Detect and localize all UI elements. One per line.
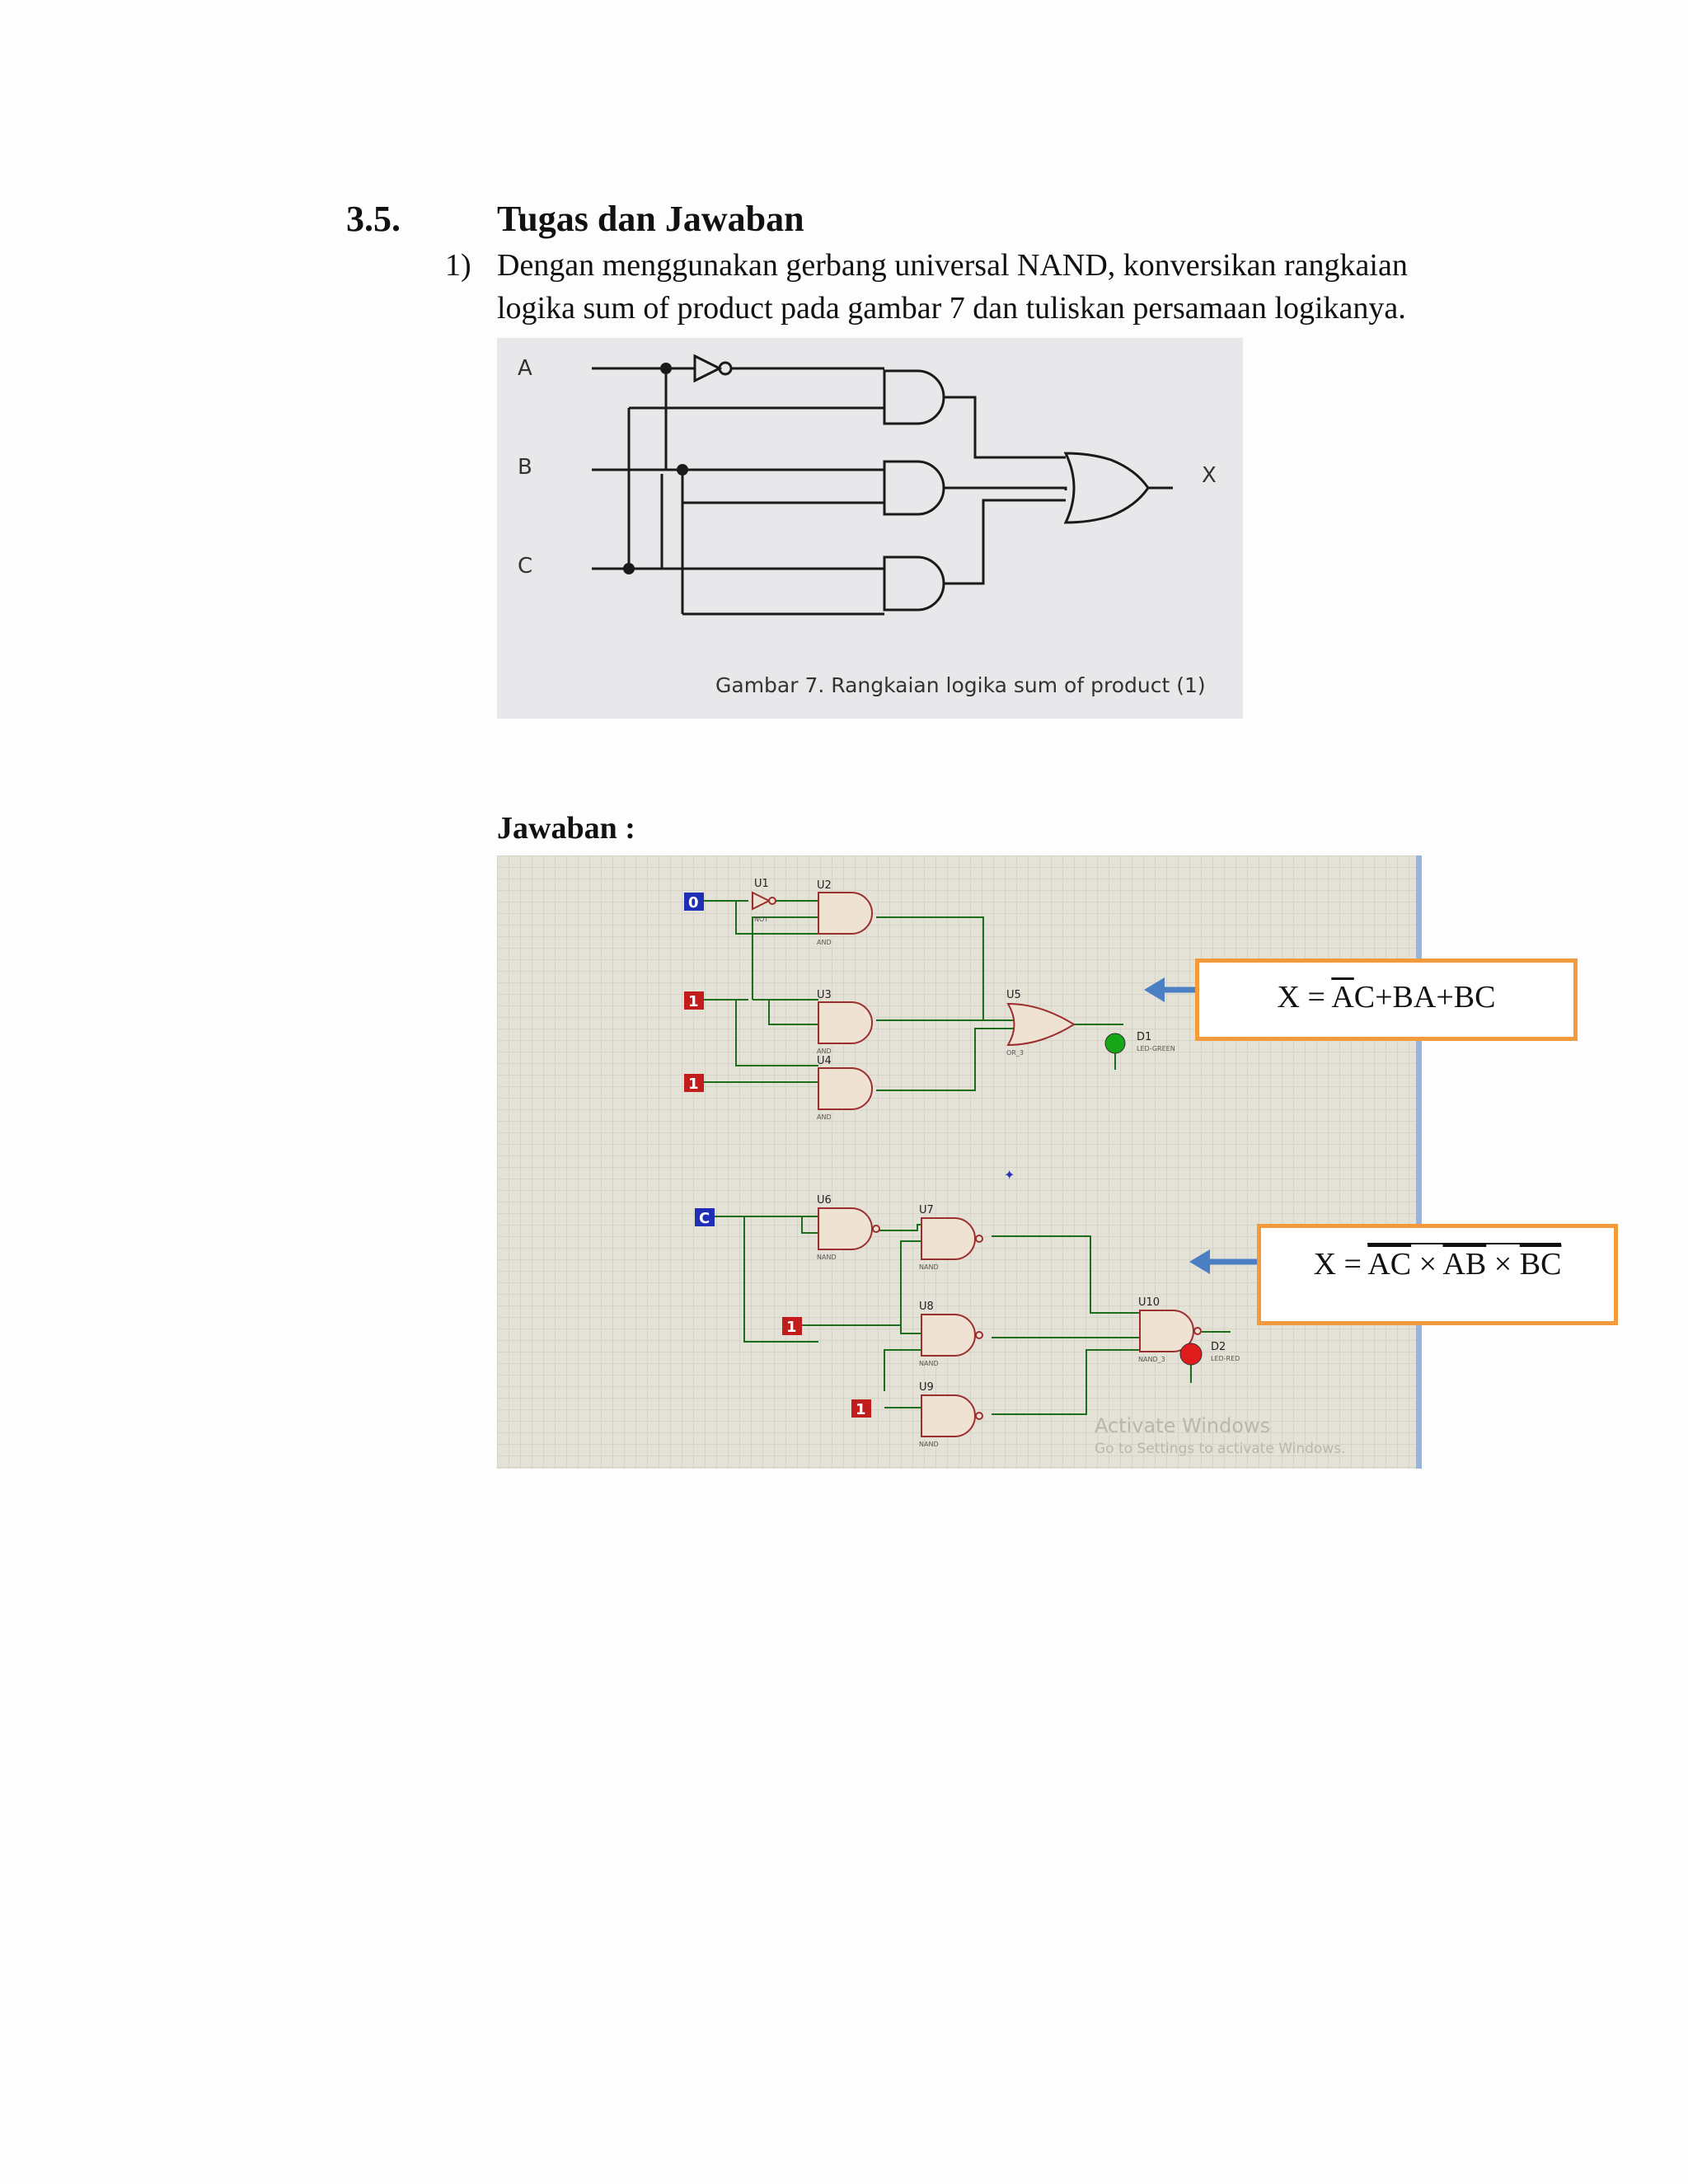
- gate-u9-type: NAND: [919, 1441, 939, 1448]
- output-label-x: X: [1202, 463, 1217, 488]
- led-d1-type: LED-GREEN: [1137, 1045, 1175, 1052]
- logic-input-c-value: 1: [688, 1076, 699, 1093]
- logic-input-clock-value: C: [699, 1210, 710, 1227]
- led-d1-ref: D1: [1137, 1031, 1152, 1043]
- logic-input-b-value: 1: [688, 993, 699, 1010]
- gate-u3-type: AND: [817, 1047, 832, 1055]
- logic-input-a-value: 0: [688, 894, 699, 912]
- figure-caption: Gambar 7. Rangkaian logika sum of product (1): [715, 673, 1206, 697]
- gate-u4-ref: U4: [817, 1055, 832, 1067]
- question-text-line2: logika sum of product pada gambar 7 dan tuliskan persamaan logikanya.: [497, 291, 1406, 326]
- gate-u6-type: NAND: [817, 1254, 837, 1261]
- logic-input-d-value: 1: [786, 1319, 797, 1336]
- gate-u10-ref: U10: [1138, 1296, 1160, 1309]
- gate-u4-type: AND: [817, 1113, 832, 1121]
- gate-u1-ref: U1: [754, 878, 769, 890]
- equation-box-nand: [1257, 1224, 1618, 1325]
- led-d2-ref: D2: [1211, 1341, 1226, 1353]
- gate-u9-ref: U9: [919, 1381, 934, 1394]
- sop-circuit-diagram: [497, 338, 1243, 719]
- input-label-c: C: [518, 554, 533, 579]
- equation-nand: $X = \overline{AC} \times \overline{AB} \times \overline{BC}$: [1261, 1244, 1614, 1282]
- figure-7-photo: [497, 338, 1243, 719]
- question-number: 1): [445, 248, 471, 283]
- led-d2-type: LED-RED: [1211, 1355, 1240, 1362]
- input-label-a: A: [518, 356, 532, 381]
- gate-u8-type: NAND: [919, 1360, 939, 1367]
- gate-u6-ref: U6: [817, 1194, 832, 1207]
- answer-label: Jawaban :: [497, 811, 635, 846]
- activate-windows-subtitle: Go to Settings to activate Windows.: [1095, 1441, 1346, 1457]
- logic-input-e-value: 1: [856, 1401, 866, 1418]
- gate-u7-ref: U7: [919, 1204, 934, 1216]
- gate-u5-type: OR_3: [1006, 1049, 1024, 1057]
- gate-u8-ref: U8: [919, 1301, 934, 1313]
- gate-u10-type: NAND_3: [1138, 1356, 1165, 1363]
- gate-u7-type: NAND: [919, 1263, 939, 1271]
- led-red-icon: [1180, 1343, 1202, 1365]
- question-text-line1: Dengan menggunakan gerbang universal NAND, konversikan rangkaian: [497, 248, 1408, 283]
- gate-u2-type: AND: [817, 939, 832, 946]
- nand-simulation-canvas: [497, 855, 1422, 1469]
- section-number: 3.5.: [346, 199, 401, 239]
- gate-u5-ref: U5: [1006, 989, 1021, 1001]
- input-label-b: B: [518, 455, 532, 480]
- activate-windows-title: Activate Windows: [1095, 1414, 1271, 1437]
- gate-u2-ref: U2: [817, 879, 832, 892]
- simulation-screenshot: [497, 855, 1422, 1469]
- equation-box-sop: [1195, 958, 1578, 1041]
- led-green-icon: [1105, 1033, 1125, 1053]
- gate-u3-ref: U3: [817, 989, 832, 1001]
- equation-sop: $X = \overline{A}C+BA+BC$: [1277, 980, 1496, 1015]
- section-title: Tugas dan Jawaban: [497, 199, 804, 239]
- gate-u1-type: NOT: [754, 916, 769, 923]
- cursor-crosshair-icon: ✦: [1004, 1167, 1015, 1183]
